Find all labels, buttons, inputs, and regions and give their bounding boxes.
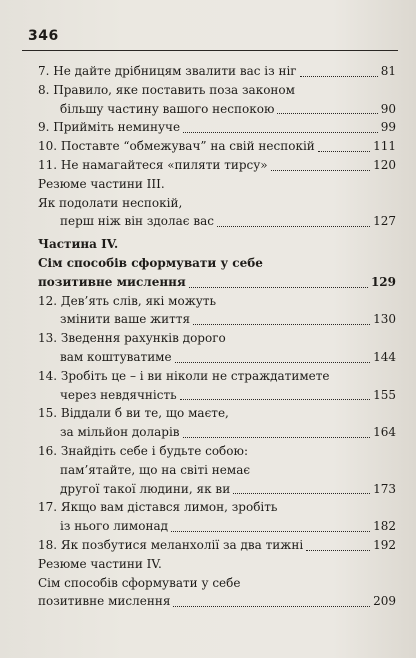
toc-entry-page: 164 <box>373 425 396 440</box>
page-number: 346 <box>28 28 59 44</box>
dot-leader <box>233 493 370 494</box>
toc-entry-title-line: другої такої людини, як ви <box>60 481 231 496</box>
toc-entry-page: 130 <box>373 312 396 327</box>
toc-entry-page: 182 <box>373 519 396 534</box>
dot-leader <box>277 113 377 114</box>
dot-leader <box>306 550 370 551</box>
toc-entry-title-line: більшу частину вашого неспокою <box>60 101 275 116</box>
toc-entry-18 <box>38 536 396 555</box>
toc-entry-14 <box>38 367 396 405</box>
toc-entry-title: 11. Не намагайтеся «пиляти тирсу» <box>38 157 268 172</box>
toc-entry-page: 129 <box>370 274 396 289</box>
toc-entry-title-line: із нього лимонад <box>60 519 168 534</box>
dot-leader <box>271 170 370 171</box>
toc-entry-title-line: пам’ятайте, що на світі немає <box>60 462 251 477</box>
toc-entry-16 <box>38 442 396 498</box>
dot-leader <box>175 362 370 363</box>
toc-summary-part-4 <box>38 555 396 611</box>
dot-leader <box>189 287 368 288</box>
toc-entry-title-line: 8. Правило, яке поставить поза законом <box>38 82 295 97</box>
toc-entry-8 <box>38 81 396 119</box>
toc-entry-title-line: 14. Зробіть це – і ви ніколи не страждатимете <box>38 368 330 383</box>
toc-entry-7 <box>38 62 396 81</box>
toc-entry-title-line: 17. Якщо вам дістався лимон, зробіть <box>38 500 278 515</box>
toc-entry-title-line: 15. Віддали б ви те, що маєте, <box>38 406 229 421</box>
toc-entry-title: 9. Прийміть неминуче <box>38 120 181 135</box>
toc-entry-page: 111 <box>373 139 396 154</box>
dot-leader <box>173 606 370 607</box>
toc-entry-17 <box>38 498 396 536</box>
toc-entry-title-line: вам коштуватиме <box>60 349 172 364</box>
dot-leader <box>217 226 370 227</box>
toc-entry-page: 209 <box>373 594 396 609</box>
toc-entry-title-line: перш ніж він здолає вас <box>60 214 214 229</box>
toc-entry-page: 99 <box>380 120 396 135</box>
toc-entry-title-line: 13. Зведення рахунків дорого <box>38 331 226 346</box>
dot-leader <box>171 531 370 532</box>
toc-entry-title-line: змінити ваше життя <box>60 312 191 327</box>
toc-entry-title: 18. Як позбутися меланхолії за два тижні <box>38 537 304 552</box>
toc-entry-page: 173 <box>373 481 396 496</box>
toc-entry-title-line: через невдячність <box>60 387 177 402</box>
toc-entry-title-line: позитивне мислення <box>38 594 171 609</box>
toc-entry-10 <box>38 137 396 156</box>
toc-entry-title-line: Як подолати неспокій, <box>38 195 183 210</box>
toc-part-4-heading <box>38 235 396 291</box>
toc-entry-12 <box>38 292 396 330</box>
toc-entry-title-line: 16. Знайдіть себе і будьте собою: <box>38 443 248 458</box>
toc-entry-page: 192 <box>373 537 396 552</box>
toc-entry-title-line: 12. Дев’ять слів, які можуть <box>38 293 217 308</box>
toc-part-label: Частина IV. <box>38 237 119 252</box>
toc-entry-page: 120 <box>373 157 396 172</box>
table-of-contents <box>38 62 396 611</box>
toc-entry-15 <box>38 404 396 442</box>
dot-leader <box>318 151 370 152</box>
toc-entry-page: 155 <box>373 387 396 402</box>
toc-entry-page: 90 <box>380 101 396 116</box>
toc-entry-page: 144 <box>373 349 396 364</box>
toc-entry-13 <box>38 329 396 367</box>
toc-entry-title: 10. Поставте “обмежувач” на свій неспокій <box>38 139 315 154</box>
dot-leader <box>193 324 370 325</box>
toc-part-title-line: позитивне мислення <box>38 274 186 289</box>
toc-entry-title-line: Резюме частини III. <box>38 176 165 191</box>
dot-leader <box>180 399 370 400</box>
dot-leader <box>183 132 378 133</box>
toc-entry-page: 81 <box>380 64 396 78</box>
toc-entry-page: 127 <box>373 214 396 229</box>
toc-part-title-line: Сім способів сформувати у себе <box>38 255 263 270</box>
toc-entry-title-line: Сім способів сформувати у себе <box>38 575 241 590</box>
toc-summary-part-3 <box>38 175 396 231</box>
toc-entry-11 <box>38 156 396 175</box>
toc-entry-title: 7. Не дайте дрібницям звалити вас із ніг <box>38 64 297 78</box>
dot-leader <box>183 437 371 438</box>
toc-entry-title-line: Резюме частини IV. <box>38 556 162 571</box>
header-rule <box>22 50 398 51</box>
dot-leader <box>300 76 378 77</box>
toc-entry-title-line: за мільйон доларів <box>60 425 180 440</box>
toc-entry-9 <box>38 118 396 137</box>
